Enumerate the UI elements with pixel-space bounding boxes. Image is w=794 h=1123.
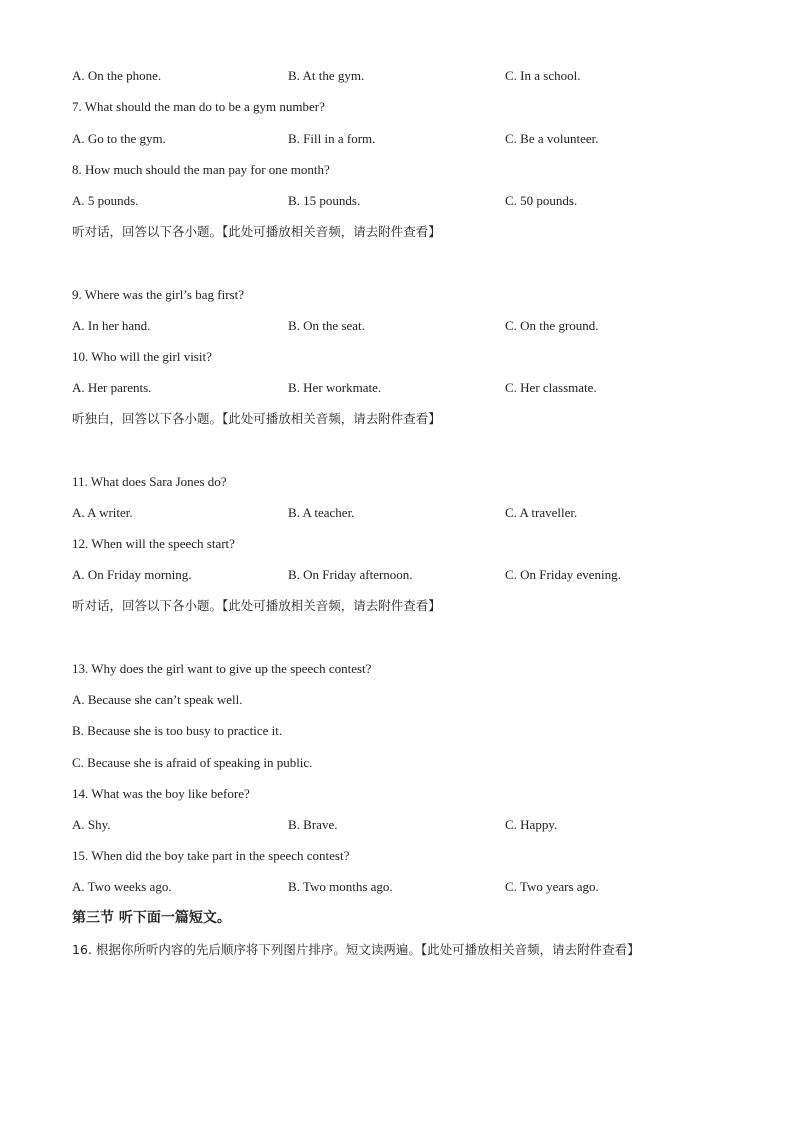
q9-option-a: A. In her hand. — [72, 318, 151, 333]
q10-option-b: B. Her workmate. — [288, 380, 382, 395]
q12-option-a: A. On Friday morning. — [72, 567, 192, 582]
q7-option-b: B. Fill in a form. — [288, 131, 376, 146]
q15-option-a: A. Two weeks ago. — [72, 879, 172, 894]
q13-option-c: C. Because she is afraid of speaking in public. — [72, 755, 313, 770]
q10-option-a: A. Her parents. — [72, 380, 152, 395]
q6-option-b: B. At the gym. — [288, 68, 365, 83]
q9-option-c: C. On the ground. — [505, 318, 599, 333]
question-13: 13. Why does the girl want to give up the speech contest? — [72, 661, 372, 676]
q14-option-a: A. Shy. — [72, 817, 111, 832]
q8-option-a: A. 5 pounds. — [72, 193, 139, 208]
q6-option-c: C. In a school. — [505, 68, 581, 83]
question-10: 10. Who will the girl visit? — [72, 349, 212, 364]
section-3-heading: 第三节 听下面一篇短文。 — [72, 910, 231, 926]
q10-option-c: C. Her classmate. — [505, 380, 597, 395]
q15-option-c: C. Two years ago. — [505, 879, 599, 894]
q11-option-b: B. A teacher. — [288, 505, 355, 520]
q8-option-c: C. 50 pounds. — [505, 193, 578, 208]
question-11: 11. What does Sara Jones do? — [72, 474, 227, 489]
q11-option-a: A. A writer. — [72, 505, 133, 520]
q13-option-a: A. Because she can’t speak well. — [72, 692, 243, 707]
q11-option-c: C. A traveller. — [505, 505, 578, 520]
q14-option-c: C. Happy. — [505, 817, 558, 832]
q13-option-b: B. Because she is too busy to practice it. — [72, 723, 283, 738]
question-14: 14. What was the boy like before? — [72, 786, 250, 801]
question-8: 8. How much should the man pay for one month? — [72, 162, 330, 177]
question-16: 16. 根据你所听内容的先后顺序将下列图片排序。短文读两遍。【此处可播放相关音频，请去附件查看】 — [72, 942, 640, 957]
q8-option-b: B. 15 pounds. — [288, 193, 361, 208]
question-12: 12. When will the speech start? — [72, 536, 235, 551]
q9-option-b: B. On the seat. — [288, 318, 365, 333]
q7-option-a: A. Go to the gym. — [72, 131, 166, 146]
instruction-dialogue-1: 听对话，回答以下各小题。【此处可播放相关音频，请去附件查看】 — [72, 224, 441, 239]
q12-option-c: C. On Friday evening. — [505, 567, 621, 582]
q6-option-a: A. On the phone. — [72, 68, 162, 83]
instruction-dialogue-2: 听对话，回答以下各小题。【此处可播放相关音频，请去附件查看】 — [72, 598, 441, 613]
question-15: 15. When did the boy take part in the speech contest? — [72, 848, 350, 863]
question-7: 7. What should the man do to be a gym number? — [72, 99, 325, 114]
q7-option-c: C. Be a volunteer. — [505, 131, 599, 146]
q14-option-b: B. Brave. — [288, 817, 338, 832]
q12-option-b: B. On Friday afternoon. — [288, 567, 413, 582]
instruction-monologue: 听独白，回答以下各小题。【此处可播放相关音频，请去附件查看】 — [72, 411, 441, 426]
question-9: 9. Where was the girl’s bag first? — [72, 287, 244, 302]
q15-option-b: B. Two months ago. — [288, 879, 393, 894]
